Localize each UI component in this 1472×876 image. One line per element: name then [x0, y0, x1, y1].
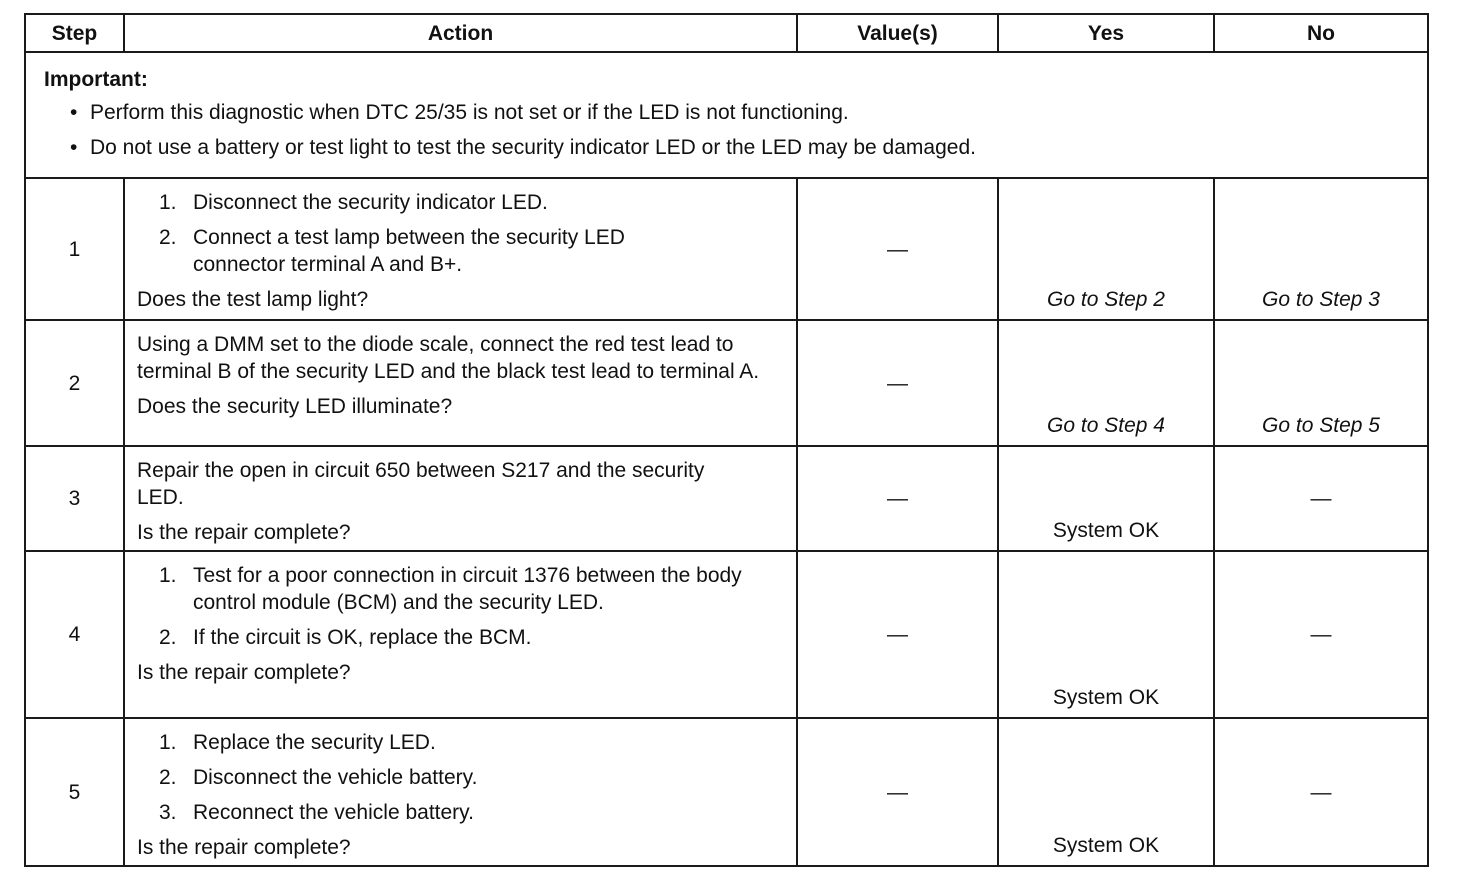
- action-item-number: 1.: [159, 564, 177, 587]
- yes-cell: [998, 446, 1214, 551]
- step-number: 5: [25, 718, 124, 866]
- action-cell: [124, 551, 797, 718]
- step-number: 3: [25, 446, 124, 551]
- action-question: Is the repair complete?: [137, 521, 351, 544]
- no-outcome: Go to Step 3: [1262, 288, 1380, 311]
- action-item-text: Test for a poor connection in circuit 1376 between the body control module (BCM) and the security LED.: [193, 564, 742, 614]
- action-list: [137, 562, 784, 659]
- action-question: Is the repair complete?: [137, 836, 351, 859]
- yes-outcome: Go to Step 4: [1047, 414, 1165, 437]
- action-item: [159, 764, 784, 791]
- value-cell: —: [797, 718, 998, 866]
- action-item-number: 3.: [159, 801, 177, 824]
- action-cell: [124, 178, 797, 320]
- action-cell: [124, 320, 797, 446]
- action-item-number: 1.: [159, 731, 177, 754]
- action-cell: [124, 718, 797, 866]
- action-item: [159, 562, 784, 616]
- value-cell: —: [797, 178, 998, 320]
- action-item-text: Disconnect the vehicle battery.: [193, 766, 478, 789]
- action-item-text: Connect a test lamp between the security LED connector terminal A and B+.: [193, 226, 625, 276]
- value-cell: —: [797, 320, 998, 446]
- header-no: No: [1214, 14, 1428, 52]
- yes-outcome: System OK: [1052, 834, 1160, 857]
- header-row: [25, 14, 1428, 52]
- action-item-number: 2.: [159, 766, 177, 789]
- action-item: [159, 224, 784, 278]
- action-list: [137, 189, 784, 286]
- action-item: [159, 729, 784, 756]
- important-title: Important:: [44, 67, 148, 91]
- value-cell: —: [797, 551, 998, 718]
- no-outcome: Go to Step 5: [1262, 414, 1380, 437]
- yes-outcome: Go to Step 2: [1047, 288, 1165, 311]
- yes-cell: [998, 718, 1214, 866]
- table-row: [25, 320, 1428, 446]
- header-step: Step: [25, 14, 124, 52]
- action-question: Does the security LED illuminate?: [137, 395, 453, 418]
- important-note: [25, 52, 1428, 178]
- yes-outcome: System OK: [1052, 519, 1160, 542]
- yes-cell: [998, 551, 1214, 718]
- action-item: [159, 624, 784, 651]
- table-row: [25, 718, 1428, 866]
- action-item-text: Reconnect the vehicle battery.: [193, 801, 474, 824]
- table-row: [25, 178, 1428, 320]
- action-question: Does the test lamp light?: [137, 288, 369, 311]
- action-item-text: Disconnect the security indicator LED.: [193, 191, 548, 214]
- action-item-text: If the circuit is OK, replace the BCM.: [193, 626, 532, 649]
- step-number: 4: [25, 551, 124, 718]
- table-row: [25, 446, 1428, 551]
- action-question: Is the repair complete?: [137, 661, 351, 684]
- important-list: [44, 99, 1409, 161]
- action-item-number: 2.: [159, 626, 177, 649]
- header-action: Action: [124, 14, 797, 52]
- no-cell: [1214, 178, 1428, 320]
- action-item-text: Replace the security LED.: [193, 731, 436, 754]
- no-cell: —: [1214, 718, 1428, 866]
- important-bullet: • Do not use a battery or test light to test the security indicator LED or the LED may be damaged.: [70, 134, 1409, 161]
- action-list: [137, 729, 784, 834]
- step-number: 2: [25, 320, 124, 446]
- diagnostic-table: [24, 13, 1429, 867]
- header-values: Value(s): [797, 14, 998, 52]
- action-item: [159, 189, 784, 216]
- important-bullet: • Perform this diagnostic when DTC 25/35 is not set or if the LED is not functioning.: [70, 99, 1409, 126]
- no-cell: —: [1214, 446, 1428, 551]
- no-cell: —: [1214, 551, 1428, 718]
- action-item: [159, 799, 784, 826]
- table-row: [25, 551, 1428, 718]
- action-text: Using a DMM set to the diode scale, connect the red test lead to terminal B of the security LED and the black test lead to terminal A.: [137, 333, 760, 383]
- yes-outcome: System OK: [1052, 686, 1160, 709]
- step-number: 1: [25, 178, 124, 320]
- yes-cell: [998, 320, 1214, 446]
- action-cell: [124, 446, 797, 551]
- yes-cell: [998, 178, 1214, 320]
- action-item-number: 1.: [159, 191, 177, 214]
- important-row: [25, 52, 1428, 178]
- value-cell: —: [797, 446, 998, 551]
- header-yes: Yes: [998, 14, 1214, 52]
- action-item-number: 2.: [159, 226, 177, 249]
- action-text: Repair the open in circuit 650 between S217 and the security LED.: [137, 459, 705, 509]
- no-cell: [1214, 320, 1428, 446]
